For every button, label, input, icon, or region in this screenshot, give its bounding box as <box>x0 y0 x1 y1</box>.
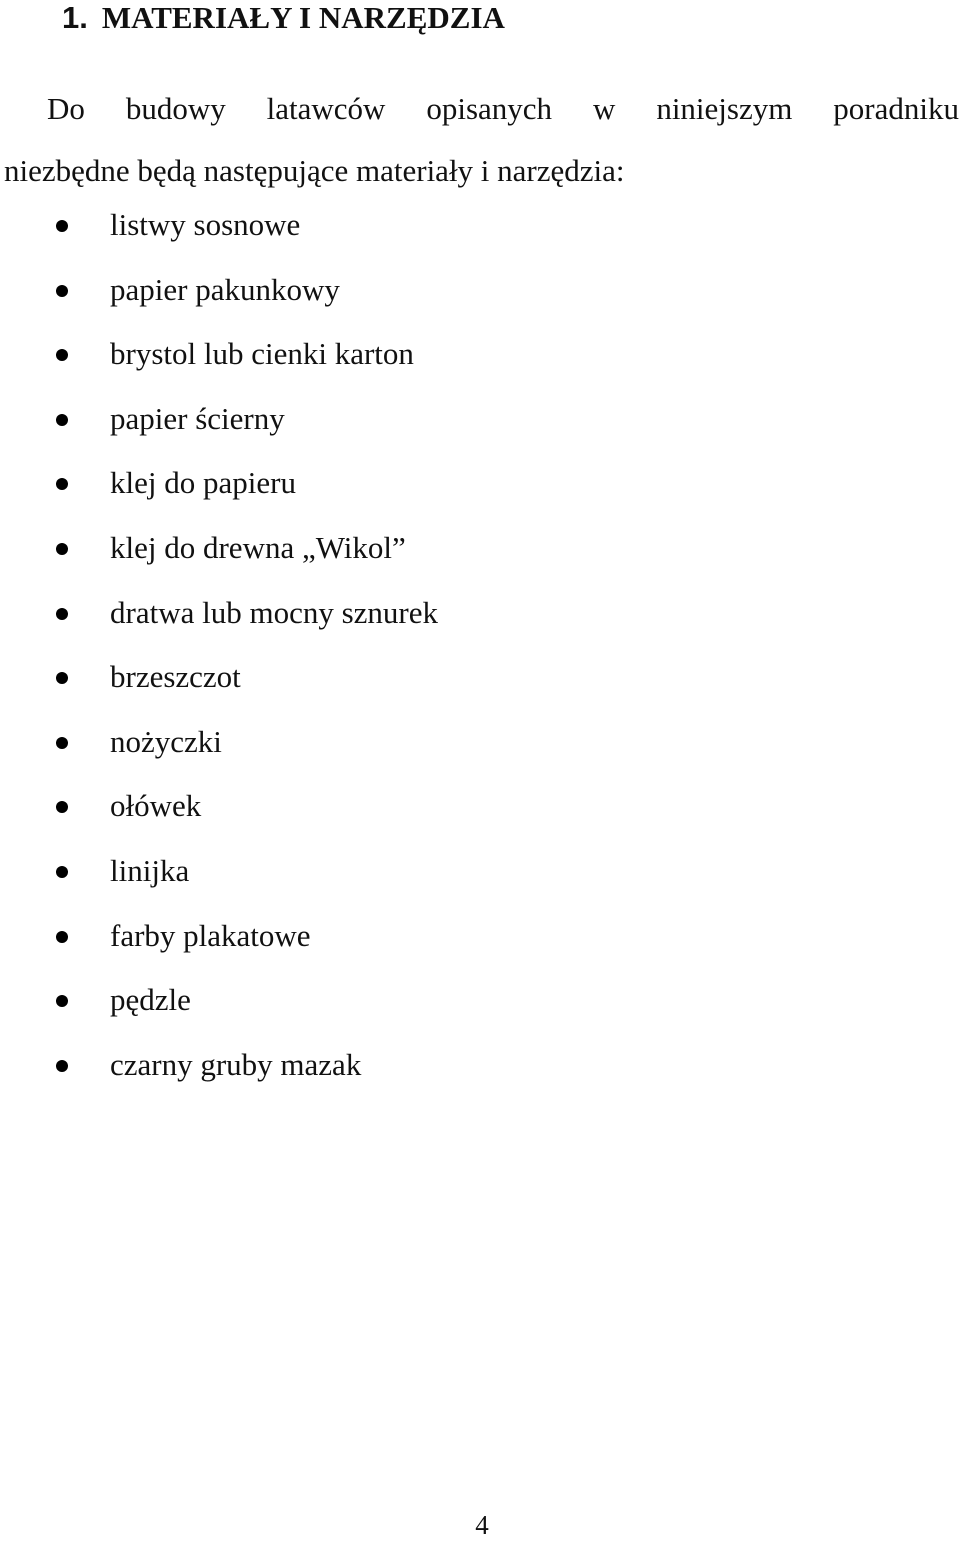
intro-paragraph <box>4 78 959 202</box>
bullet-icon <box>56 866 68 878</box>
section-title: MATERIAŁY I NARZĘDZIA <box>101 0 505 35</box>
bullet-icon <box>56 1060 68 1072</box>
list-item-text: czarny gruby mazak <box>110 1046 362 1082</box>
list-item <box>0 710 438 775</box>
list-item <box>0 387 438 452</box>
list-item <box>0 1033 438 1098</box>
bullet-icon <box>56 995 68 1007</box>
bullet-icon <box>56 543 68 555</box>
list-item <box>0 904 438 969</box>
list-item-text: dratwa lub mocny sznurek <box>110 594 438 630</box>
list-item <box>0 451 438 516</box>
list-item <box>0 193 438 258</box>
list-item-text: brzeszczot <box>110 659 241 695</box>
list-item <box>0 581 438 646</box>
list-item-text: klej do drewna „Wikol” <box>110 529 406 565</box>
intro-line-2: niezbędne będą następujące materiały i narzędzia: <box>4 153 625 188</box>
bullet-icon <box>56 220 68 232</box>
intro-line-1: Do budowy latawców opisanych w niniejszym poradniku <box>47 91 959 126</box>
bullet-icon <box>56 608 68 620</box>
bullet-icon <box>56 414 68 426</box>
list-item <box>0 968 438 1033</box>
list-item-text: linijka <box>110 852 190 888</box>
list-item <box>0 258 438 323</box>
list-item-text: nożyczki <box>110 723 222 759</box>
list-item-text: papier ścierny <box>110 400 285 436</box>
list-item-text: brystol lub cienki karton <box>110 336 414 372</box>
list-item <box>0 645 438 710</box>
bullet-icon <box>56 349 68 361</box>
list-item <box>0 839 438 904</box>
list-item <box>0 322 438 387</box>
bullet-icon <box>56 672 68 684</box>
bullet-icon <box>56 478 68 490</box>
bullet-icon <box>56 931 68 943</box>
list-item-text: klej do papieru <box>110 465 296 501</box>
list-item <box>0 774 438 839</box>
list-item-text: pędzle <box>110 982 191 1018</box>
list-item-text: farby plakatowe <box>110 917 311 953</box>
section-number: 1. <box>62 0 88 35</box>
bullet-icon <box>56 801 68 813</box>
bullet-icon <box>56 737 68 749</box>
list-item <box>0 516 438 581</box>
section-heading <box>62 0 505 36</box>
materials-list <box>0 193 438 1097</box>
list-item-text: ołówek <box>110 788 202 824</box>
list-item-text: listwy sosnowe <box>110 207 301 242</box>
list-item-text: papier pakunkowy <box>110 271 340 307</box>
page-number: 4 <box>475 1510 489 1540</box>
bullet-icon <box>56 285 68 297</box>
